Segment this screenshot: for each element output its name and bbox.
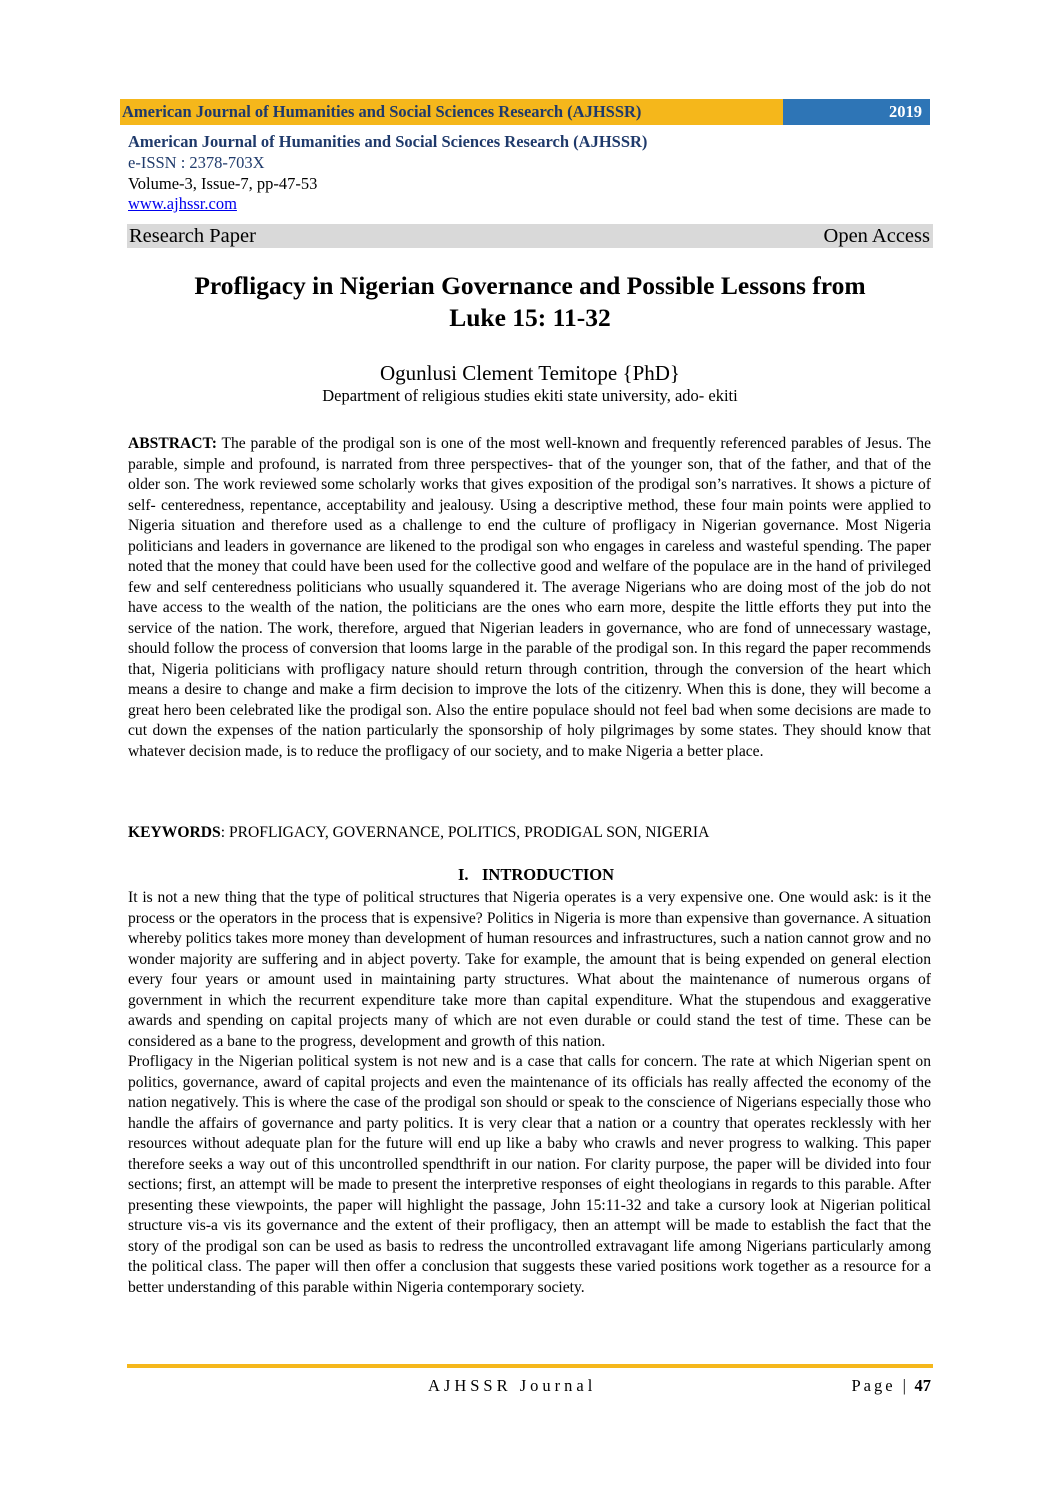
paper-title [110,270,950,334]
article-type-bar [127,224,933,248]
section-title: INTRODUCTION [482,865,615,884]
article-type: Research Paper [129,225,256,247]
abstract-label: ABSTRACT: [128,435,217,452]
section-heading-introduction [128,864,931,886]
introduction-body [128,888,931,1298]
author-name: Ogunlusi Clement Temitope {PhD} [379,361,681,385]
header-year: 2019 [783,99,930,125]
keywords-text: : PROFLIGACY, GOVERNANCE, POLITICS, PRODIGAL SON, NIGERIA [220,824,710,841]
journal-name: American Journal of Humanities and Social Sciences Research (AJHSSR) [128,132,648,151]
journal-header-bar [120,99,930,125]
abstract [128,434,931,762]
access-type: Open Access [823,225,930,247]
footer-divider [127,1364,933,1368]
page-footer [128,1376,931,1396]
author-affiliation: Department of religious studies ekiti state university, ado- ekiti [322,386,738,405]
paper-title-line-1: Profligacy in Nigerian Governance and Possible Lessons from [194,271,866,300]
keywords [128,823,931,843]
header-journal-title: American Journal of Humanities and Social Sciences Research (AJHSSR) [120,99,783,125]
footer-journal: AJHSSR Journal [428,1376,597,1395]
journal-issn: e-ISSN : 2378-703X [128,153,265,172]
section-number: I. [458,865,469,884]
footer-page-label: Page | [851,1376,909,1395]
paragraph: It is not a new thing that the type of political structures that Nigeria operates is a very expensive one. One would ask: is it the process or the operators in the process that is expensive? Politics in Nigeria is more than expensive than governance. A situation whereby politics takes more money than development of human resources and infrastructures, such a nation cannot grow and no wonder majority are suffering and in abject poverty. Take for example, the amount that is being expended on general election every four years or amount used in maintaining party structures. What about the maintenance of numerous organs of government in which the recurrent expenditure take more than capital expenditure. What the stupendous and exaggerative awards and spending on capital projects many of which are not even durable or could stand the test of time. These can be considered as a bane to the progress, development and growth of this nation. [128,889,931,1050]
paragraph: Profligacy in the Nigerian political system is not new and is a case that calls for concern. The rate at which Nigerian spent on politics, governance, award of capital projects and even the maintenance of its officials has really affected the economy of the nation negatively. This is where the case of the prodigal son should or speak to the conscience of Nigerians especially those who handle the affairs of governance and party politics. It is very clear that a nation or a country that operates recklessly with her resources without adequate plan for the future will end up like a baby who crawls and never progress to walking. This paper therefore seeks a way out of this uncontrolled spendthrift in our nation. For clarity purpose, the paper will be divided into four sections; first, an attempt will be made to present the interpretive responses of eight theologians in regards to this parable. After presenting these viewpoints, the paper will highlight the passage, John 15:11-32 and take a cursory look at Nigerian political structure vis-a vis its governance and the extent of their profligacy, then an attempt will be made to establish the fact that the story of the prodigal son can be used as basis to redress the uncontrolled extravagant life among Nigerians particularly among the political class. The paper will then offer a conclusion that suggests these varied positions work together as a resource for a better understanding of this parable within Nigeria contemporary society. [128,1053,931,1296]
footer-page-number: 47 [914,1376,931,1395]
journal-volume: Volume-3, Issue-7, pp-47-53 [128,174,318,193]
keywords-label: KEYWORDS [128,824,221,841]
journal-website-link[interactable]: www.ajhssr.com [128,194,237,213]
abstract-text: The parable of the prodigal son is one of the most well-known and frequently referenced parables of Jesus. The parable, simple and profound, is narrated from three perspectives- that of the younger son, that of the father, and that of the older son. The work reviewed some scholarly works that gives exposition of the prodigal son’s narratives. It shows a picture of self- centeredness, repentance, acceptability and jealousy. Using a descriptive method, these four main points were applied to Nigeria situation and therefore used as a challenge to end the culture of profligacy in Nigerian governance. Most Nigeria politicians and leaders in governance are likened to the prodigal son who engages in careless and wasteful spending. The paper noted that the money that could have been used for the collective good and welfare of the populace are in the hand of privileged few and self centeredness politicians who usually squandered it. The average Nigerians who are doing most of the job do not have access to the wealth of the nation, the politicians are the ones who earn more, despite the little efforts they put into the service of the nation. The work, therefore, argued that Nigerian leaders in governance, who are fond of unnecessary wastage, should follow the process of conversion that looms large in the parable of the prodigal son. In this regard the paper recommends that, Nigeria politicians with profligacy nature should return through contrition, through the conversion of the heart which means a desire to change and make a firm decision to improve the lots of the citizenry. When this is done, they will become a great hero been celebrated like the prodigal son. Also the entire populace should not feel bad when some decisions are made to cut down the expenses of the nation particularly the sponsorship of holy pilgrimages by some states. They should know that whatever decision made, is to reduce the profligacy of our society, and to make Nigeria a better place. [128,435,931,760]
paper-title-line-2: Luke 15: 11-32 [449,303,611,332]
journal-info [128,132,933,214]
